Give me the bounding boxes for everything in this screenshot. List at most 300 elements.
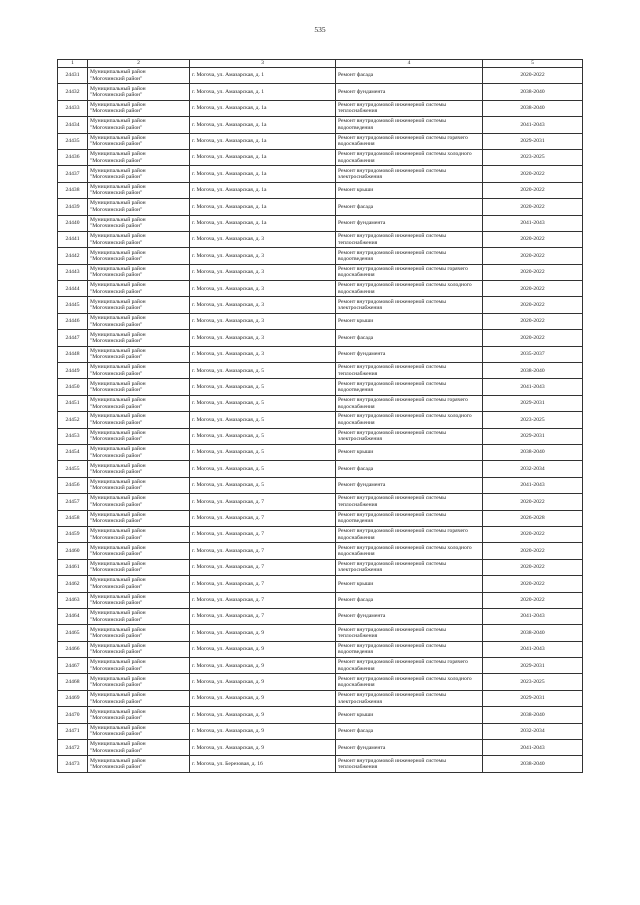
municipality-line: Муниципальный район [90,593,146,600]
table-row [58,297,583,313]
address-cell: г. Могоча, ул. Амазарская, д. 9 [190,674,336,690]
row-number-cell: 24468 [58,674,88,690]
municipality-cell [88,707,190,723]
address-cell: г. Могоча, ул. Амазарская, д. 7 [190,576,336,592]
address-cell: г. Могоча, ул. Амазарская, д. 5 [190,477,336,493]
work-type-cell: Ремонт внутридомовой инженерной системы водоотведения [336,641,483,657]
municipality-cell [88,526,190,542]
work-type-cell: Ремонт внутридомовой инженерной системы электроснабжения [336,428,483,444]
table-row [58,346,583,362]
municipality-line: Муниципальный район [90,561,146,567]
period-cell: 2020-2022 [483,297,583,313]
period-cell: 2038-2040 [483,756,583,772]
period-cell: 2023-2025 [483,412,583,428]
municipality-line: "Могочинский район" [90,600,143,607]
address-cell: г. Могоча, ул. Амазарская, д. 5 [190,444,336,460]
address-cell: г. Могоча, ул. Амазарская, д. 1а [190,215,336,231]
work-type-cell: Ремонт внутридомовой инженерной системы теплоснабжения [336,100,483,116]
row-number-cell: 24461 [58,559,88,575]
row-number-cell: 24450 [58,379,88,395]
municipality-line: Муниципальный район [90,249,146,256]
period-cell: 2020-2022 [483,166,583,182]
row-number-cell: 24431 [58,68,88,84]
municipality-line: "Могочинский район" [90,387,143,394]
period-cell: 2029-2031 [483,428,583,444]
municipality-line: Муниципальный район [90,397,146,404]
row-number-cell: 24452 [58,412,88,428]
municipality-line: Муниципальный район [90,151,146,158]
page-number: 535 [314,25,326,34]
table-row [58,559,583,575]
table-row [58,526,583,542]
municipality-line: Муниципальный район [90,708,146,715]
municipality-line: Муниципальный район [90,724,146,731]
municipality-cell [88,444,190,460]
table-row [58,641,583,657]
address-cell: г. Могоча, ул. Амазарская, д. 7 [190,526,336,542]
municipality-cell [88,641,190,657]
municipality-line: Муниципальный район [90,462,146,469]
work-type-cell: Ремонт фасада [336,723,483,739]
period-cell: 2029-2031 [483,658,583,674]
municipality-line: "Могочинский район" [90,714,143,721]
municipality-line: "Могочинский район" [90,436,143,443]
municipality-cell [88,395,190,411]
municipality-line: Муниципальный район [90,134,146,141]
municipality-line: "Могочинский район" [90,305,143,312]
work-type-cell: Ремонт внутридомовой инженерной системы электроснабжения [336,559,483,575]
municipality-line: Муниципальный район [90,642,146,649]
period-cell: 2041-2043 [483,608,583,624]
table-row [58,330,583,346]
municipality-cell [88,543,190,559]
municipality-line: Муниципальный район [90,233,146,240]
address-cell: г. Могоча, ул. Амазарская, д. 5 [190,363,336,379]
address-cell: г. Могоча, ул. Амазарская, д. 9 [190,641,336,657]
period-cell: 2020-2022 [483,231,583,247]
municipality-line: "Могочинский район" [90,354,143,361]
municipality-line: "Могочинский район" [90,141,143,148]
address-cell: г. Могоча, ул. Амазарская, д. 3 [190,330,336,346]
period-cell: 2020-2022 [483,68,583,84]
work-type-cell: Ремонт внутридомовой инженерной системы горячего водоснабжения [336,264,483,280]
municipality-line: Муниципальный район [90,757,146,764]
row-number-cell: 24455 [58,461,88,477]
municipality-line: "Могочинский район" [90,698,143,705]
row-number-cell: 24462 [58,576,88,592]
work-type-cell: Ремонт внутридомовой инженерной системы холодного водоснабжения [336,543,483,559]
municipality-line: "Могочинский район" [90,649,143,656]
municipality-cell [88,412,190,428]
municipality-cell [88,182,190,198]
address-cell: г. Могоча, ул. Амазарская, д. 1 [190,84,336,100]
table-row [58,444,583,460]
municipality-cell [88,690,190,706]
municipality-line: Муниципальный район [90,298,146,305]
municipality-line: "Могочинский район" [90,682,143,689]
municipality-line: Муниципальный район [90,659,146,666]
address-cell: г. Могоча, ул. Амазарская, д. 3 [190,313,336,329]
address-cell: г. Могоча, ул. Амазарская, д. 1а [190,182,336,198]
table-row [58,68,583,84]
work-type-cell: Ремонт фундамента [336,84,483,100]
row-number-cell: 24449 [58,363,88,379]
municipality-line: "Могочинский район" [90,764,143,771]
table-row [58,199,583,215]
municipality-cell [88,149,190,165]
address-cell: г. Могоча, ул. Амазарская, д. 9 [190,690,336,706]
work-type-cell: Ремонт внутридомовой инженерной системы холодного водоснабжения [336,281,483,297]
work-type-cell: Ремонт внутридомовой инженерной системы водоотведения [336,379,483,395]
table-row [58,363,583,379]
municipality-line: Муниципальный район [90,265,146,272]
municipality-line: "Могочинский район" [90,419,143,426]
municipality-cell [88,756,190,772]
table-row [58,625,583,641]
row-number-cell: 24457 [58,494,88,510]
municipality-line: Муниципальный район [90,544,146,551]
address-cell: г. Могоча, ул. Амазарская, д. 1 [190,68,336,84]
table-row [58,723,583,739]
address-cell: г. Могоча, ул. Амазарская, д. 3 [190,231,336,247]
row-number-cell: 24433 [58,100,88,116]
municipality-cell [88,215,190,231]
municipality-cell [88,510,190,526]
municipality-cell [88,133,190,149]
work-type-cell: Ремонт внутридомовой инженерной системы водоотведения [336,510,483,526]
row-number-cell: 24447 [58,330,88,346]
address-cell: г. Могоча, ул. Амазарская, д. 7 [190,608,336,624]
table-row [58,576,583,592]
table-row [58,510,583,526]
municipality-cell [88,84,190,100]
municipality-line: "Могочинский район" [90,75,143,82]
header-row [58,60,583,68]
municipality-cell [88,330,190,346]
address-cell: г. Могоча, ул. Амазарская, д. 7 [190,543,336,559]
period-cell: 2038-2040 [483,363,583,379]
table-row [58,740,583,756]
period-cell: 2023-2025 [483,149,583,165]
municipality-line: "Могочинский район" [90,731,143,738]
municipality-line: "Могочинский район" [90,174,143,181]
table-row [58,166,583,182]
municipality-cell [88,740,190,756]
work-type-cell: Ремонт фасада [336,592,483,608]
address-cell: г. Могоча, ул. Амазарская, д. 3 [190,281,336,297]
table-body [58,68,583,773]
address-cell: г. Могоча, ул. Амазарская, д. 9 [190,625,336,641]
row-number-cell: 24448 [58,346,88,362]
municipality-line: "Могочинский район" [90,518,143,525]
row-number-cell: 24436 [58,149,88,165]
municipality-line: Муниципальный район [90,85,146,92]
table-row [58,412,583,428]
table-row [58,313,583,329]
municipality-cell [88,297,190,313]
address-cell: г. Могоча, ул. Амазарская, д. 3 [190,248,336,264]
municipality-cell [88,494,190,510]
row-number-cell: 24454 [58,444,88,460]
work-type-cell: Ремонт крыши [336,576,483,592]
municipality-line: "Могочинский район" [90,108,143,115]
municipality-cell [88,608,190,624]
row-number-cell: 24464 [58,608,88,624]
row-number-cell: 24439 [58,199,88,215]
table-row [58,461,583,477]
municipality-line: Муниципальный район [90,741,146,748]
period-cell: 2020-2022 [483,592,583,608]
municipality-line: Муниципальный район [90,102,146,109]
work-type-cell: Ремонт внутридомовой инженерной системы теплоснабжения [336,756,483,772]
row-number-cell: 24443 [58,264,88,280]
row-number-cell: 24459 [58,526,88,542]
period-cell: 2020-2022 [483,281,583,297]
municipality-line: "Могочинский район" [90,223,143,230]
column-header: 2 [88,60,190,68]
row-number-cell: 24434 [58,117,88,133]
row-number-cell: 24451 [58,395,88,411]
table-row [58,690,583,706]
table-row [58,182,583,198]
period-cell: 2029-2031 [483,690,583,706]
work-type-cell: Ремонт фасада [336,199,483,215]
work-type-cell: Ремонт внутридомовой инженерной системы теплоснабжения [336,625,483,641]
period-cell: 2038-2040 [483,84,583,100]
work-type-cell: Ремонт внутридомовой инженерной системы горячего водоснабжения [336,395,483,411]
municipality-cell [88,428,190,444]
municipality-line: Муниципальный район [90,184,146,191]
municipality-line: Муниципальный район [90,69,146,76]
row-number-cell: 24444 [58,281,88,297]
period-cell: 2020-2022 [483,313,583,329]
row-number-cell: 24469 [58,690,88,706]
municipality-line: "Могочинский район" [90,551,143,558]
municipality-cell [88,231,190,247]
municipality-cell [88,264,190,280]
municipality-cell [88,379,190,395]
period-cell: 2032-2034 [483,461,583,477]
address-cell: г. Могоча, ул. Амазарская, д. 5 [190,395,336,411]
work-type-cell: Ремонт фасада [336,461,483,477]
municipality-line: Муниципальный район [90,577,146,584]
municipality-cell [88,100,190,116]
work-type-cell: Ремонт внутридомовой инженерной системы горячего водоснабжения [336,133,483,149]
row-number-cell: 24456 [58,477,88,493]
address-cell: г. Могоча, ул. Амазарская, д. 9 [190,707,336,723]
row-number-cell: 24465 [58,625,88,641]
municipality-cell [88,625,190,641]
municipality-line: "Могочинский район" [90,567,143,574]
municipality-cell [88,199,190,215]
municipality-line: "Могочинский район" [90,747,143,754]
work-type-cell: Ремонт внутридомовой инженерной системы холодного водоснабжения [336,149,483,165]
municipality-cell [88,166,190,182]
table-row [58,395,583,411]
municipality-cell [88,592,190,608]
municipality-line: "Могочинский район" [90,255,143,262]
table-row [58,84,583,100]
period-cell: 2020-2022 [483,543,583,559]
table-row [58,215,583,231]
period-cell: 2020-2022 [483,576,583,592]
municipality-cell [88,461,190,477]
period-cell: 2023-2025 [483,674,583,690]
period-cell: 2041-2043 [483,740,583,756]
municipality-line: "Могочинский район" [90,272,143,279]
municipality-cell [88,313,190,329]
municipality-line: "Могочинский район" [90,403,143,410]
period-cell: 2020-2022 [483,494,583,510]
period-cell: 2041-2043 [483,215,583,231]
table-row [58,658,583,674]
municipality-line: "Могочинский район" [90,288,143,295]
work-type-cell: Ремонт фундамента [336,608,483,624]
municipality-line: Муниципальный район [90,446,146,453]
row-number-cell: 24432 [58,84,88,100]
column-header: 3 [190,60,336,68]
address-cell: г. Могоча, ул. Амазарская, д. 1а [190,166,336,182]
work-type-cell: Ремонт внутридомовой инженерной системы горячего водоснабжения [336,658,483,674]
row-number-cell: 24472 [58,740,88,756]
table-row [58,133,583,149]
row-number-cell: 24445 [58,297,88,313]
table-row [58,379,583,395]
municipality-line: Муниципальный район [90,347,146,354]
municipality-line: "Могочинский район" [90,616,143,623]
period-cell: 2041-2043 [483,379,583,395]
municipality-line: "Могочинский район" [90,534,143,541]
address-cell: г. Могоча, ул. Амазарская, д. 1а [190,149,336,165]
period-cell: 2026-2028 [483,510,583,526]
period-cell: 2020-2022 [483,264,583,280]
table-row [58,231,583,247]
municipality-line: Муниципальный район [90,315,146,322]
address-cell: г. Могоча, ул. Амазарская, д. 5 [190,428,336,444]
work-type-cell: Ремонт внутридомовой инженерной системы теплоснабжения [336,231,483,247]
municipality-cell [88,117,190,133]
address-cell: г. Могоча, ул. Амазарская, д. 1а [190,117,336,133]
address-cell: г. Могоча, ул. Амазарская, д. 9 [190,740,336,756]
row-number-cell: 24435 [58,133,88,149]
municipality-line: Муниципальный район [90,626,146,633]
address-cell: г. Могоча, ул. Амазарская, д. 3 [190,297,336,313]
work-type-cell: Ремонт фундамента [336,477,483,493]
row-number-cell: 24467 [58,658,88,674]
row-number-cell: 24441 [58,231,88,247]
municipality-line: "Могочинский район" [90,206,143,213]
work-type-cell: Ремонт фасада [336,330,483,346]
address-cell: г. Могоча, ул. Березовая, д. 16 [190,756,336,772]
municipality-line: Муниципальный район [90,429,146,436]
work-type-cell: Ремонт внутридомовой инженерной системы электроснабжения [336,690,483,706]
municipality-line: Муниципальный район [90,495,146,502]
row-number-cell: 24473 [58,756,88,772]
column-header: 4 [336,60,483,68]
period-cell: 2038-2040 [483,625,583,641]
table-row [58,756,583,772]
work-type-cell: Ремонт внутридомовой инженерной системы теплоснабжения [336,494,483,510]
table-row [58,543,583,559]
table-row [58,608,583,624]
work-type-cell: Ремонт внутридомовой инженерной системы электроснабжения [336,166,483,182]
municipality-line: Муниципальный район [90,216,146,223]
address-cell: г. Могоча, ул. Амазарская, д. 7 [190,510,336,526]
municipality-cell [88,576,190,592]
municipality-line: "Могочинский район" [90,632,143,639]
work-type-cell: Ремонт внутридомовой инженерной системы электроснабжения [336,297,483,313]
municipality-line: "Могочинский район" [90,469,143,476]
municipality-cell [88,559,190,575]
table-row [58,494,583,510]
column-header: 1 [58,60,88,68]
municipality-line: "Могочинский район" [90,337,143,344]
municipality-line: Муниципальный район [90,118,146,125]
period-cell: 2029-2031 [483,133,583,149]
period-cell: 2041-2043 [483,117,583,133]
period-cell: 2020-2022 [483,330,583,346]
row-number-cell: 24458 [58,510,88,526]
row-number-cell: 24437 [58,166,88,182]
work-type-cell: Ремонт внутридомовой инженерной системы водоотведения [336,117,483,133]
address-cell: г. Могоча, ул. Амазарская, д. 1а [190,199,336,215]
period-cell: 2020-2022 [483,559,583,575]
table-row [58,592,583,608]
address-cell: г. Могоча, ул. Амазарская, д. 5 [190,379,336,395]
table-row [58,674,583,690]
row-number-cell: 24470 [58,707,88,723]
municipality-line: "Могочинский район" [90,190,143,197]
municipality-cell [88,658,190,674]
municipality-line: "Могочинский район" [90,370,143,377]
municipality-cell [88,723,190,739]
work-type-cell: Ремонт крыши [336,313,483,329]
municipality-line: Муниципальный район [90,528,146,535]
address-cell: г. Могоча, ул. Амазарская, д. 9 [190,723,336,739]
table-row [58,428,583,444]
address-cell: г. Могоча, ул. Амазарская, д. 7 [190,494,336,510]
address-cell: г. Могоча, ул. Амазарская, д. 7 [190,559,336,575]
municipality-line: Муниципальный район [90,200,146,207]
row-number-cell: 24442 [58,248,88,264]
period-cell: 2020-2022 [483,526,583,542]
work-type-cell: Ремонт внутридомовой инженерной системы горячего водоснабжения [336,526,483,542]
work-type-cell: Ремонт крыши [336,707,483,723]
address-cell: г. Могоча, ул. Амазарская, д. 3 [190,346,336,362]
row-number-cell: 24446 [58,313,88,329]
period-cell: 2029-2031 [483,395,583,411]
work-type-cell: Ремонт крыши [336,444,483,460]
address-cell: г. Могоча, ул. Амазарская, д. 7 [190,592,336,608]
municipality-line: Муниципальный район [90,511,146,518]
municipality-line: Муниципальный район [90,380,146,387]
municipality-line: Муниципальный район [90,675,146,682]
municipality-line: "Могочинский район" [90,157,143,164]
table-row [58,707,583,723]
municipality-cell [88,248,190,264]
municipality-line: "Могочинский район" [90,92,143,99]
table-row [58,248,583,264]
municipality-line: Муниципальный район [90,610,146,617]
work-type-cell: Ремонт внутридомовой инженерной системы холодного водоснабжения [336,674,483,690]
work-type-cell: Ремонт внутридомовой инженерной системы холодного водоснабжения [336,412,483,428]
municipality-line: "Могочинский район" [90,665,143,672]
municipality-line: "Могочинский район" [90,485,143,492]
work-type-cell: Ремонт фундамента [336,215,483,231]
address-cell: г. Могоча, ул. Амазарская, д. 9 [190,658,336,674]
municipality-cell [88,68,190,84]
municipality-cell [88,346,190,362]
